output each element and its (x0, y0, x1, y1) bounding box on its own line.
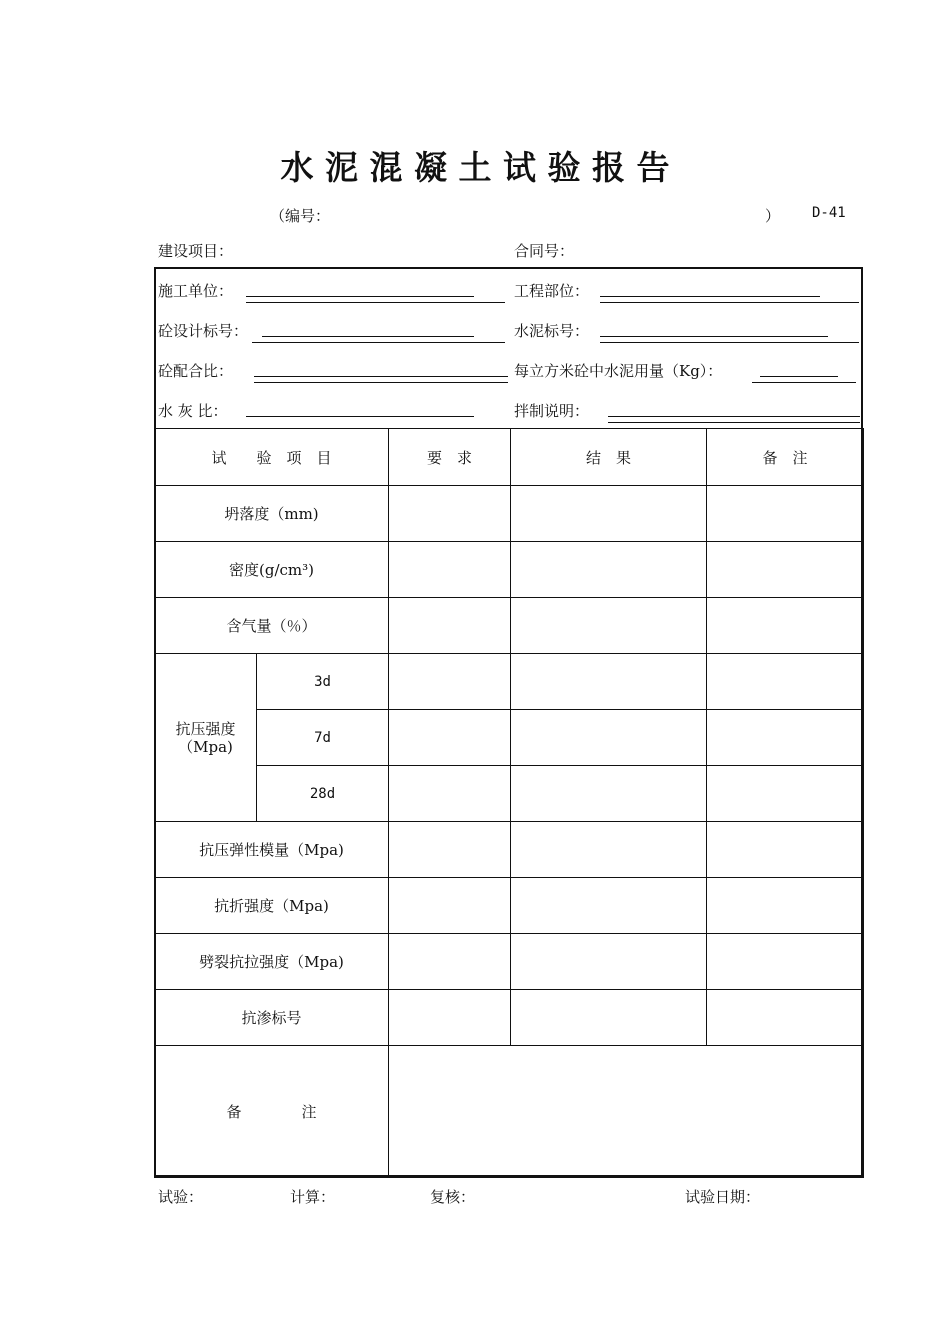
reviewer-label: 复核： (430, 1188, 476, 1206)
remarks-content-cell[interactable] (389, 1046, 864, 1178)
remarks-row (155, 1046, 864, 1178)
slump-result-cell[interactable] (511, 486, 707, 542)
row-label-split-tensile: 劈裂抗拉强度（Mpa) (155, 934, 389, 990)
split-tensile-result-cell[interactable] (511, 934, 707, 990)
water-cement-ratio-field[interactable] (246, 416, 474, 417)
test-results-table (154, 428, 864, 1178)
contract-label: 合同号： (514, 242, 575, 260)
air-content-remark-cell[interactable] (707, 598, 864, 654)
density-remark-cell[interactable] (707, 542, 864, 598)
cement-grade-field[interactable] (600, 336, 828, 337)
row-label-compressive-strength: 抗压强度（Mpa) (155, 654, 257, 822)
serial-number-close: ） (765, 207, 781, 225)
cement-per-m3-underline (752, 382, 856, 383)
table-row (155, 598, 864, 654)
form-code: D-41 (812, 205, 846, 221)
elastic-modulus-requirement-cell[interactable] (389, 822, 511, 878)
3d-remark-cell[interactable] (707, 654, 864, 710)
work-part-field[interactable] (600, 296, 820, 297)
table-row (155, 710, 864, 766)
design-grade-field[interactable] (262, 336, 474, 337)
table-row (155, 878, 864, 934)
flexural-result-cell[interactable] (511, 878, 707, 934)
row-label-density: 密度(g/cm³) (155, 542, 389, 598)
7d-requirement-cell[interactable] (389, 710, 511, 766)
elastic-modulus-remark-cell[interactable] (707, 822, 864, 878)
page-title: 水 泥 混 凝 土 试 验 报 告 (280, 148, 670, 187)
table-row (155, 822, 864, 878)
28d-remark-cell[interactable] (707, 766, 864, 822)
cement-grade-label: 水泥标号： (514, 322, 590, 340)
cement-per-m3-field[interactable] (760, 376, 838, 377)
row-label-air-content: 含气量（％） (155, 598, 389, 654)
serial-number-label: （编号： (270, 207, 331, 225)
mixing-note-underline (608, 422, 860, 423)
elastic-modulus-result-cell[interactable] (511, 822, 707, 878)
density-result-cell[interactable] (511, 542, 707, 598)
tester-label: 试验： (158, 1188, 204, 1206)
row-label-3d: 3d (257, 654, 389, 710)
impermeability-result-cell[interactable] (511, 990, 707, 1046)
test-date-label: 试验日期： (685, 1188, 761, 1206)
row-label-flexural-strength: 抗折强度（Mpa) (155, 878, 389, 934)
construction-unit-field[interactable] (246, 296, 474, 297)
col-header-result: 结 果 (511, 429, 707, 486)
mix-ratio-underline (254, 382, 508, 383)
3d-result-cell[interactable] (511, 654, 707, 710)
split-tensile-requirement-cell[interactable] (389, 934, 511, 990)
28d-result-cell[interactable] (511, 766, 707, 822)
28d-requirement-cell[interactable] (389, 766, 511, 822)
3d-requirement-cell[interactable] (389, 654, 511, 710)
row-label-elastic-modulus: 抗压弹性模量（Mpa) (155, 822, 389, 878)
design-grade-underline (252, 342, 505, 343)
row-label-impermeability: 抗渗标号 (155, 990, 389, 1046)
water-cement-ratio-label: 水 灰 比： (158, 402, 228, 420)
col-header-test-item: 试 验 项 目 (155, 429, 389, 486)
cement-grade-underline (600, 342, 859, 343)
flexural-requirement-cell[interactable] (389, 878, 511, 934)
col-header-requirement: 要 求 (389, 429, 511, 486)
slump-remark-cell[interactable] (707, 486, 864, 542)
remarks-label: 备 注 (155, 1046, 389, 1178)
mixing-note-field[interactable] (608, 416, 860, 417)
construction-unit-underline (246, 302, 505, 303)
construction-unit-label: 施工单位： (158, 282, 234, 300)
row-label-28d: 28d (257, 766, 389, 822)
7d-remark-cell[interactable] (707, 710, 864, 766)
work-part-underline (600, 302, 859, 303)
air-content-requirement-cell[interactable] (389, 598, 511, 654)
density-requirement-cell[interactable] (389, 542, 511, 598)
row-label-7d: 7d (257, 710, 389, 766)
table-row (155, 934, 864, 990)
table-row (155, 766, 864, 822)
table-row (155, 990, 864, 1046)
row-label-slump: 坍落度（mm) (155, 486, 389, 542)
table-row (155, 486, 864, 542)
impermeability-requirement-cell[interactable] (389, 990, 511, 1046)
mix-ratio-field[interactable] (254, 376, 508, 377)
7d-result-cell[interactable] (511, 710, 707, 766)
split-tensile-remark-cell[interactable] (707, 934, 864, 990)
col-header-remark: 备 注 (707, 429, 864, 486)
mixing-note-label: 拌制说明： (514, 402, 590, 420)
flexural-remark-cell[interactable] (707, 878, 864, 934)
table-row (155, 542, 864, 598)
air-content-result-cell[interactable] (511, 598, 707, 654)
table-header-row (155, 429, 864, 486)
design-grade-label: 砼设计标号： (158, 322, 249, 340)
slump-requirement-cell[interactable] (389, 486, 511, 542)
table-row (155, 654, 864, 710)
work-part-label: 工程部位： (514, 282, 590, 300)
mix-ratio-label: 砼配合比： (158, 362, 234, 380)
cement-per-m3-label: 每立方米砼中水泥用量（Kg）： (514, 362, 723, 380)
impermeability-remark-cell[interactable] (707, 990, 864, 1046)
calculator-label: 计算： (290, 1188, 336, 1206)
project-label: 建设项目： (158, 242, 234, 260)
